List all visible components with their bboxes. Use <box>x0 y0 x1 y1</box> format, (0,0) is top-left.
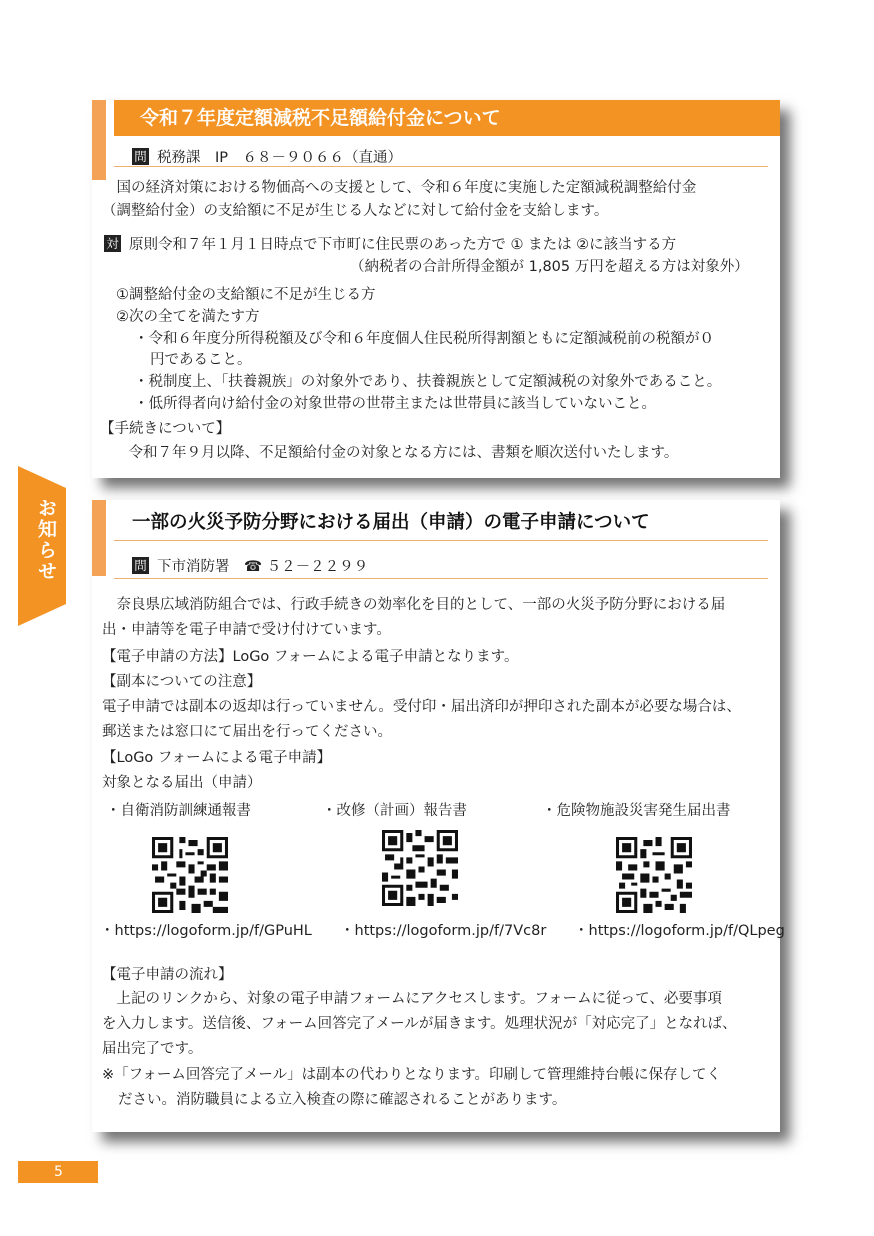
qr-code[interactable] <box>152 837 228 913</box>
procedure-heading: 【手続きについて】 <box>100 421 231 437</box>
divider <box>114 166 768 167</box>
condition-2: ②次の全てを満たす方 <box>116 309 260 325</box>
form-url[interactable]: ・https://logoform.jp/f/GPuHL <box>100 923 312 939</box>
qr-code[interactable] <box>382 830 458 906</box>
condition-bullet: ・低所得者向け給付金の対象世帯の世帯主または世帯員に該当していないこと。 <box>134 396 656 412</box>
accent-stripe <box>92 100 106 180</box>
condition-1: ①調整給付金の支給額に不足が生じる方 <box>116 287 376 303</box>
intro-line: 奈良県広域消防組合では、行政手続きの効率化を目的として、一部の火災予防分野における届 <box>102 597 726 613</box>
copy-heading: 【副本についての注意】 <box>102 674 262 690</box>
condition-bullet: ・税制度上、「扶養親族」の対象外であり、扶養親族として定額減税の対象外であること。 <box>134 374 722 390</box>
intro-line: 出・申請等を電子申請で受け付けています。 <box>102 622 391 638</box>
target-exclusion: （納税者の合計所得金額が 1,805 万円を超える方は対象外） <box>350 259 749 275</box>
form-url[interactable]: ・https://logoform.jp/f/QLpeg <box>574 923 785 939</box>
tax-benefit-notice <box>92 100 780 478</box>
intro-line: （調整給付金）の支給額に不足が生じる人などに対して給付金を支給します。 <box>102 203 609 219</box>
contact-tag: 問 <box>132 557 149 574</box>
form-url[interactable]: ・https://logoform.jp/f/7Vc8r <box>340 923 547 939</box>
divider <box>114 578 768 579</box>
targets-heading: 対象となる届出（申請） <box>102 775 262 791</box>
form-name: ・危険物施設災害発生届出書 <box>542 803 731 819</box>
form-name: ・改修（計画）報告書 <box>322 803 467 819</box>
procedure-text: 令和７年９月以降、不足額給付金の対象となる方には、書類を順次送付いたします。 <box>114 445 679 461</box>
divider <box>114 540 768 541</box>
logo-form-heading: 【LoGo フォームによる電子申請】 <box>102 750 332 766</box>
side-tab-label: お知らせ <box>35 498 57 582</box>
flow-text: を入力します。送信後、フォーム回答完了メールが届きます。処理状況が「対応完了」となれば、 <box>102 1016 737 1032</box>
section-title: 令和７年度定額減税不足額給付金について <box>114 100 780 136</box>
copy-text: 郵送または窓口にて届出を行ってください。 <box>102 724 392 740</box>
target-text: 原則令和７年１月１日時点で下市町に住民票のあった方で ① または ②に該当する方 <box>129 237 677 253</box>
target-line <box>104 234 676 256</box>
intro-line: 国の経済対策における物価高への支援として、令和６年度に実施した定額減税調整給付金 <box>102 180 697 196</box>
fire-prevention-e-application-notice <box>92 500 785 1132</box>
flow-text: 届出完了です。 <box>102 1041 203 1057</box>
note-text: ※「フォーム回答完了メール」は副本の代わりとなります。印刷して管理維持台帳に保存してく <box>102 1067 721 1083</box>
contact-tag: 問 <box>132 148 149 165</box>
method-line: 【電子申請の方法】LoGo フォームによる電子申請となります。 <box>102 649 519 665</box>
contact-text: 下市消防署 ☎ ５２－２２９９ <box>157 559 369 575</box>
copy-text: 電子申請では副本の返却は行っていません。受付印・届出済印が押印された副本が必要な場合は、 <box>102 699 741 715</box>
condition-bullet: 円であること。 <box>150 352 252 368</box>
accent-stripe <box>92 500 106 576</box>
contact-line <box>132 146 402 167</box>
section-title: 一部の火災予防分野における届出（申請）の電子申請について <box>132 512 650 533</box>
target-tag: 対 <box>104 235 121 252</box>
condition-bullet: ・令和６年度分所得税額及び令和６年度個人住民税所得割額ともに定額減税前の税額が０ <box>134 331 714 347</box>
flow-heading: 【電子申請の流れ】 <box>102 967 233 983</box>
contact-text: 税務課 IP ６８－９０６６（直通） <box>157 150 403 166</box>
page-number: 5 <box>18 1161 98 1183</box>
note-text: ださい。消防職員による立入検査の際に確認されることがあります。 <box>118 1092 567 1108</box>
qr-code[interactable] <box>616 837 692 913</box>
form-name: ・自衛消防訓練通報書 <box>106 803 251 819</box>
flow-text: 上記のリンクから、対象の電子申請フォームにアクセスします。フォームに従って、必要事項 <box>102 991 722 1007</box>
contact-line <box>132 555 368 576</box>
